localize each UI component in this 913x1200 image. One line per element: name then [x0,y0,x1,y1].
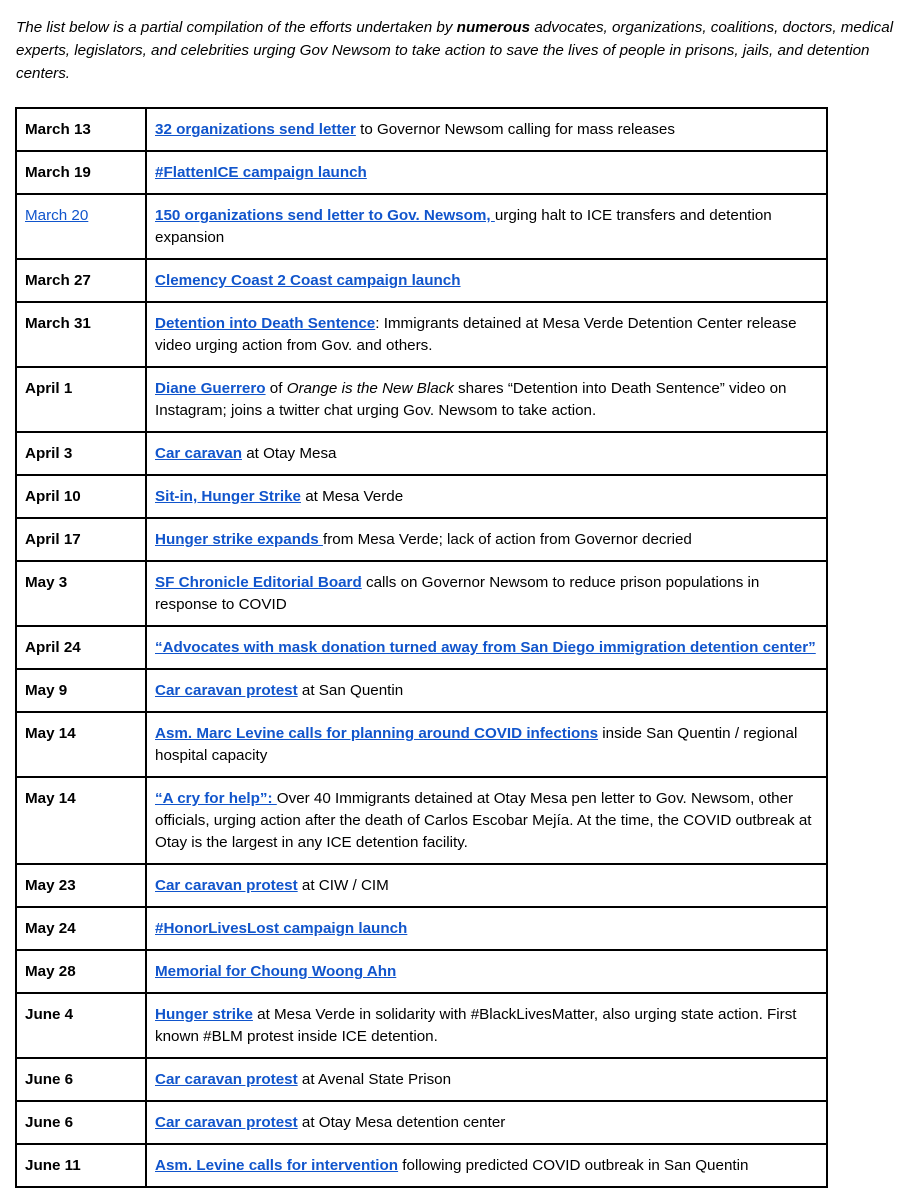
date-cell [16,777,146,864]
event-link[interactable]: Sit-in, Hunger Strike [155,488,301,505]
date-text: May 28 [25,963,76,980]
description-cell [146,993,827,1058]
description-text: at Otay Mesa [241,445,337,462]
date-text: April 3 [25,445,73,462]
table-row [16,1101,827,1144]
date-cell [16,712,146,777]
description-cell [146,1058,827,1101]
date-text: May 9 [25,682,68,699]
event-link[interactable]: Clemency Coast 2 Coast campaign launch [155,272,461,289]
table-row [16,367,827,432]
description-text: at Otay Mesa detention center [297,1114,506,1131]
description-italic-text: Orange is the New Black [286,380,454,397]
date-cell [16,669,146,712]
description-cell [146,907,827,950]
date-cell [16,194,146,259]
date-cell [16,561,146,626]
date-cell [16,864,146,907]
description-text: inside San Quentin / regional hospital capacity [155,725,798,764]
date-cell [16,993,146,1058]
date-cell [16,432,146,475]
description-text: shares “Detention into Death Sentence” video on Instagram; joins a twitter chat urging Gov. Newsom to take action. [155,380,787,419]
description-cell [146,259,827,302]
table-row [16,432,827,475]
date-text: June 11 [25,1157,81,1174]
event-link[interactable]: Asm. Marc Levine calls for planning around COVID infections [155,725,599,742]
table-row [16,1144,827,1187]
table-row [16,561,827,626]
table-row [16,777,827,864]
date-cell [16,1058,146,1101]
description-text: at San Quentin [297,682,404,699]
table-row [16,1058,827,1101]
table-row [16,864,827,907]
date-text: April 1 [25,380,73,397]
date-cell [16,475,146,518]
date-cell [16,259,146,302]
event-link[interactable]: Car caravan protest [155,682,298,699]
description-cell [146,1101,827,1144]
description-text: at Avenal State Prison [297,1071,452,1088]
description-cell [146,475,827,518]
date-text: June 4 [25,1006,74,1023]
date-cell [16,367,146,432]
date-cell [16,1144,146,1187]
date-text: March 19 [25,164,91,181]
table-row [16,302,827,367]
date-cell [16,626,146,669]
event-link[interactable]: Car caravan protest [155,1114,298,1131]
date-text: March 13 [25,121,91,138]
event-link[interactable]: #HonorLivesLost campaign launch [155,920,408,937]
description-cell [146,194,827,259]
description-text: from Mesa Verde; lack of action from Governor decried [322,531,692,548]
intro-text-bold: numerous [456,19,531,36]
event-link[interactable]: Car caravan protest [155,877,298,894]
description-cell [146,518,827,561]
event-link[interactable]: SF Chronicle Editorial Board [155,574,362,591]
date-cell [16,302,146,367]
date-text: April 10 [25,488,81,505]
description-cell [146,712,827,777]
table-row [16,993,827,1058]
description-text: at CIW / CIM [297,877,389,894]
event-link[interactable]: #FlattenICE campaign launch [155,164,367,181]
table-row [16,712,827,777]
date-text: March 31 [25,315,91,332]
table-row [16,108,827,151]
advocacy-timeline-table [15,107,828,1188]
event-link[interactable]: “A cry for help”: [155,790,277,807]
description-cell [146,561,827,626]
date-cell [16,907,146,950]
description-cell [146,432,827,475]
table-row [16,151,827,194]
event-link[interactable]: Diane Guerrero [155,380,266,397]
description-text: Over 40 Immigrants detained at Otay Mesa pen letter to Gov. Newsom, other officials, urging action after the death of Carlos Escobar Mejía. At the time, the COVID outbreak at Otay is the largest in any ICE detention facility. [155,790,812,851]
description-text: of [265,380,287,397]
description-cell [146,777,827,864]
date-cell [16,518,146,561]
date-text: June 6 [25,1071,74,1088]
date-cell [16,108,146,151]
description-text: following predicted COVID outbreak in San Quentin [398,1157,749,1174]
event-link[interactable]: Hunger strike expands [155,531,323,548]
description-cell [146,151,827,194]
date-text: May 23 [25,877,76,894]
table-row [16,475,827,518]
event-link[interactable]: Asm. Levine calls for intervention [155,1157,399,1174]
description-cell [146,367,827,432]
description-cell [146,864,827,907]
table-row [16,669,827,712]
description-text: urging halt to ICE transfers and detention expansion [155,207,772,246]
description-text: at Mesa Verde [301,488,404,505]
date-text: June 6 [25,1114,74,1131]
intro-text-before: The list below is a partial compilation of the efforts undertaken by [16,19,457,36]
table-row [16,259,827,302]
table-row [16,194,827,259]
description-text: to Governor Newsom calling for mass releases [355,121,675,138]
timeline-body [16,108,827,1187]
event-link[interactable]: Hunger strike [155,1006,253,1023]
date-cell [16,151,146,194]
description-cell [146,669,827,712]
date-link[interactable]: March 20 [25,207,89,224]
date-text: May 3 [25,574,68,591]
event-link[interactable]: Memorial for Choung Woong Ahn [155,963,397,980]
description-cell [146,626,827,669]
event-link[interactable]: Car caravan protest [155,1071,298,1088]
description-cell [146,1144,827,1187]
description-cell [146,302,827,367]
date-text: April 24 [25,639,81,656]
event-link[interactable]: “Advocates with mask donation turned away from San Diego immigration detention center” [155,639,816,656]
description-text: : Immigrants detained at Mesa Verde Detention Center release video urging action from Gov. and others. [155,315,797,354]
description-cell [146,950,827,993]
date-text: April 17 [25,531,81,548]
event-link[interactable]: 150 organizations send letter to Gov. Newsom, [155,207,495,224]
date-cell [16,1101,146,1144]
event-link[interactable]: Car caravan [155,445,242,462]
date-text: May 14 [25,725,76,742]
date-text: March 27 [25,272,91,289]
date-text: May 14 [25,790,76,807]
date-cell [16,950,146,993]
intro-text-after: advocates, organizations, coalitions, doctors, medical experts, legislators, and celebrities urging Gov Newsom to take action to save the lives of people in prisons, jails, and detention centers. [16,19,894,82]
table-row [16,907,827,950]
intro-paragraph [16,17,896,85]
event-link[interactable]: 32 organizations send letter [155,121,356,138]
table-row [16,626,827,669]
description-text: at Mesa Verde in solidarity with #BlackLivesMatter, also urging state action. First known #BLM protest inside ICE detention. [155,1006,797,1045]
description-cell [146,108,827,151]
table-row [16,950,827,993]
table-row [16,518,827,561]
event-link[interactable]: Detention into Death Sentence [155,315,376,332]
description-text: calls on Governor Newsom to reduce prison populations in response to COVID [155,574,760,613]
date-text: May 24 [25,920,76,937]
